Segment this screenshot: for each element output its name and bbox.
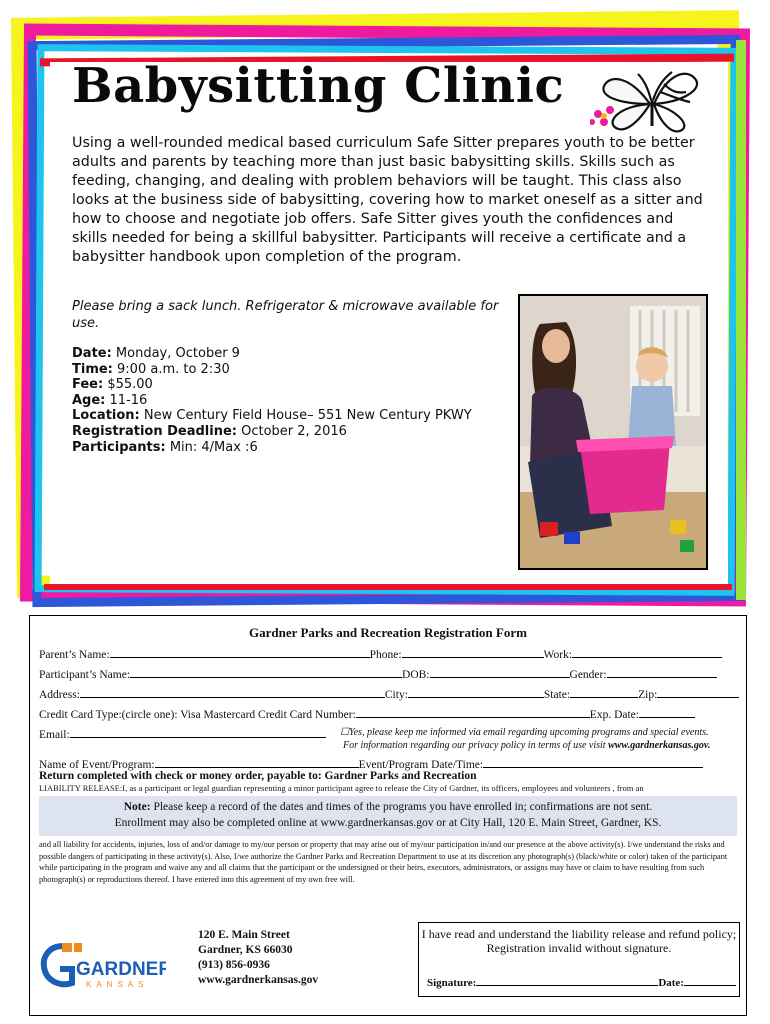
event-row: Name of Event/Program: Event/Program Date/Time: xyxy=(39,756,703,771)
gender-field[interactable] xyxy=(607,666,717,678)
participant-name-field[interactable] xyxy=(130,666,402,678)
return-instructions: Return completed with check or money order, payable to: Gardner Parks and Recreation xyxy=(39,770,477,782)
signature-date-field[interactable] xyxy=(684,974,736,986)
liability-release-text: and all liability for accidents, injuries, loss of and/or damage to my/our person or property that may arise out of my/our participation in/and our presence at the above activity(s). I/we understand the risks and possible dangers of participating in these activity(s). Also, I/we authorize the Gardner Parks and Recreation Department to use at its discretion any photograph(s) (black/white or color) taken of the participant while participating in the program and waive any and all claims that the participant or the undersigned or their heirs, executors, administrators, or assigns may have or claim to have resulting from such photograph(s) or reproductions thereof. I have entered into this agreement of my own free will. xyxy=(39,840,728,884)
phone-field[interactable] xyxy=(402,646,544,658)
zip-field[interactable] xyxy=(657,686,739,698)
detail-fee: Fee: $55.00 xyxy=(72,377,153,393)
lunch-note: Please bring a sack lunch. Refrigerator & microwave available for use. xyxy=(72,299,499,331)
release-statement: I have read and understand the liability release and refund policy; Registration invalid without signature. xyxy=(421,927,737,955)
red-frame-stripe-bottom xyxy=(44,584,732,590)
city-address-block: 120 E. Main Street Gardner, KS 66030 (913) 856-0936 www.gardnerkansas.gov xyxy=(198,929,319,986)
detail-deadline: Registration Deadline: October 2, 2016 xyxy=(72,423,347,439)
city-field[interactable] xyxy=(408,686,544,698)
registration-form xyxy=(29,615,747,1016)
card-number-field[interactable] xyxy=(356,706,590,718)
logo-text: GARDNER xyxy=(76,959,166,980)
credit-card-row: Credit Card Type:(circle one): Visa Mastercard Credit Card Number: Exp. Date: xyxy=(39,706,695,721)
email-field[interactable] xyxy=(70,726,326,738)
signature-row: Signature: Date: xyxy=(427,974,736,989)
gardner-logo xyxy=(38,939,166,991)
flyer-title: Babysitting Clinic xyxy=(72,58,565,114)
parent-name-field[interactable] xyxy=(110,646,370,658)
program-description: Using a well-rounded medical based curriculum Safe Sitter prepares youth to be better adults and parents by teaching more than just basic babysitting skills. Skills such as feeding, changing, and dealing with problem behaviors will be taught. This class also looks at the business side of babysitting, covering how to market oneself as a sitter and how to choose and negotiate job offers. Safe Sitter gives youth the confidences and skills needed for being a skillful babysitter. Participants will receive a certificate and a babysitter handbook upon completion of the program. xyxy=(72,135,703,265)
detail-time: Time: 9:00 a.m. to 2:30 xyxy=(72,361,230,377)
logo-subtext: KANSAS xyxy=(86,980,149,989)
butterfly-icon xyxy=(590,66,710,136)
address-row: Address: City: State: Zip: xyxy=(39,686,739,701)
work-phone-field[interactable] xyxy=(572,646,722,658)
detail-date: Date: Monday, October 9 xyxy=(72,346,240,361)
detail-location: Location: New Century Field House– 551 New Century PKWY xyxy=(72,408,472,424)
detail-participants: Participants: Min: 4/Max :6 xyxy=(72,439,258,455)
mother-child-photo xyxy=(518,294,708,570)
participant-row: Participant’s Name: DOB: Gender: xyxy=(39,666,717,681)
privacy-link[interactable]: www.gardnerkansas.gov. xyxy=(608,740,711,751)
gardner-logo-icon xyxy=(38,939,166,991)
signature-field[interactable] xyxy=(476,974,658,986)
photo-illustration-icon xyxy=(520,296,706,568)
dob-field[interactable] xyxy=(430,666,570,678)
liability-release-intro: LIABILITY RELEASE:I, as a participant or legal guardian representing a minor participant agree to release the City of Gardner, its officers, employees and volunteers , from an xyxy=(39,784,644,793)
website-link[interactable]: www.gardnerkansas.gov xyxy=(198,974,319,986)
event-name-field[interactable] xyxy=(155,756,359,768)
state-field[interactable] xyxy=(570,686,638,698)
privacy-note: For information regarding our privacy policy in terms of use visit www.gardnerkansas.gov. xyxy=(343,740,711,751)
detail-age: Age: 11-16 xyxy=(72,392,148,408)
email-row: Email: xyxy=(39,726,326,741)
signature-box xyxy=(418,922,740,997)
form-title: Gardner Parks and Recreation Registration Form xyxy=(249,625,527,640)
exp-date-field[interactable] xyxy=(639,706,695,718)
event-date-field[interactable] xyxy=(483,756,703,768)
email-optin-checkbox[interactable]: ☐Yes, please keep me informed via email regarding upcoming programs and special events. xyxy=(340,727,709,738)
note-banner: Note: Please keep a record of the dates and times of the programs you have enrolled in; confirmations are not sent. Enrollment may also be completed online at www.gardnerkansas.gov or at City Hall, 120 E. Main Street, Gardner, KS. xyxy=(39,796,737,836)
address-field[interactable] xyxy=(80,686,385,698)
class-details xyxy=(72,346,472,455)
lime-frame-stripe xyxy=(736,40,746,600)
parent-row: Parent’s Name: Phone: Work: xyxy=(39,646,722,661)
